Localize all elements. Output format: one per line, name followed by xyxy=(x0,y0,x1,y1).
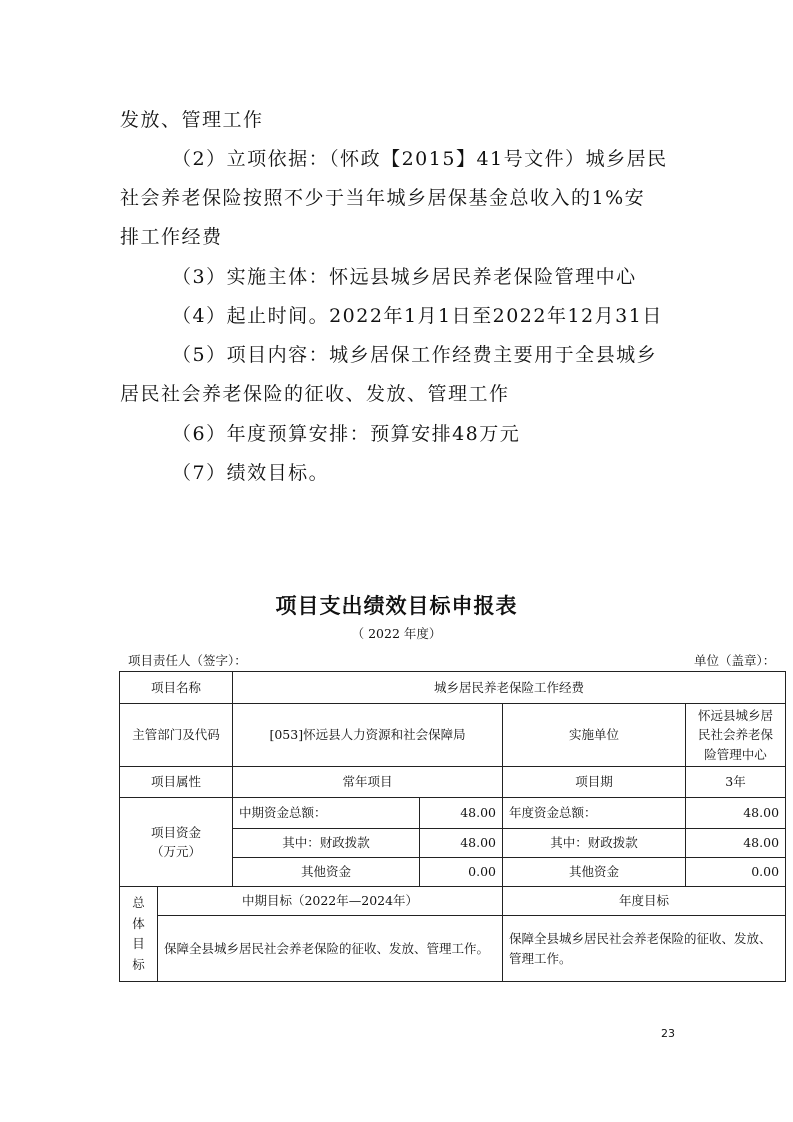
other-annual-label: 其他资金 xyxy=(503,858,686,887)
midterm-goal-header: 中期目标（2022年—2024年） xyxy=(158,887,503,916)
paragraph-line: （6）年度预算安排：预算安排48万元 xyxy=(172,423,521,445)
table-row xyxy=(120,798,786,829)
paragraph-line: （7）绩效目标。 xyxy=(172,462,330,484)
other-mid-value: 0.00 xyxy=(420,858,503,887)
overall-goal-label: 总体目标 xyxy=(120,887,158,982)
fiscal-mid-value: 48.00 xyxy=(420,829,503,858)
table-row xyxy=(120,672,786,704)
midterm-goal-text: 保障全县城乡居民社会养老保险的征收、发放、管理工作。 xyxy=(158,916,503,982)
annual-total-value: 48.00 xyxy=(686,798,786,829)
paragraph-line: 发放、管理工作 xyxy=(120,109,264,131)
table-row xyxy=(120,887,786,916)
paragraph-line: （3）实施主体：怀远县城乡居民养老保险管理中心 xyxy=(172,266,637,288)
midterm-total-value: 48.00 xyxy=(420,798,503,829)
annual-goal-header: 年度目标 xyxy=(503,887,786,916)
project-attr-value: 常年项目 xyxy=(233,767,503,798)
project-period-value: 3年 xyxy=(686,767,786,798)
table-row xyxy=(120,767,786,798)
project-name-label: 项目名称 xyxy=(120,672,233,704)
form-title: 项目支出绩效目标申报表 xyxy=(275,594,518,618)
fiscal-annual-label: 其中：财政拨款 xyxy=(503,829,686,858)
table-row xyxy=(120,916,786,982)
unit-seal-label: 单位（盖章）： xyxy=(694,653,776,668)
project-funds-label: 项目资金（万元） xyxy=(120,798,233,887)
form-year: （ 2022 年度） xyxy=(351,626,442,641)
project-attr-label: 项目属性 xyxy=(120,767,233,798)
project-name-value: 城乡居民养老保险工作经费 xyxy=(233,672,786,704)
paragraph-line: （4）起止时间。2022年1月1日至2022年12月31日 xyxy=(172,305,663,327)
page-number: 23 xyxy=(661,1027,675,1040)
annual-goal-text: 保障全县城乡居民社会养老保险的征收、发放、管理工作。 xyxy=(503,916,786,982)
table-row xyxy=(120,704,786,767)
fiscal-annual-value: 48.00 xyxy=(686,829,786,858)
dept-label: 主管部门及代码 xyxy=(120,704,233,767)
impl-unit-value: 怀远县城乡居民社会养老保险管理中心 xyxy=(686,704,786,767)
impl-unit-label: 实施单位 xyxy=(503,704,686,767)
paragraph-line: 社会养老保险按照不少于当年城乡居保基金总收入的1%安 xyxy=(120,187,646,209)
fiscal-mid-label: 其中：财政拨款 xyxy=(233,829,420,858)
performance-goal-table xyxy=(119,671,786,982)
paragraph-line: （5）项目内容：城乡居保工作经费主要用于全县城乡 xyxy=(172,344,658,366)
project-period-label: 项目期 xyxy=(503,767,686,798)
annual-total-label: 年度资金总额： xyxy=(503,798,686,829)
dept-value: [053]怀远县人力资源和社会保障局 xyxy=(233,704,503,767)
midterm-total-label: 中期资金总额： xyxy=(233,798,420,829)
paragraph-line: （2）立项依据：（怀政【2015】41号文件）城乡居民 xyxy=(172,148,668,170)
paragraph-line: 居民社会养老保险的征收、发放、管理工作 xyxy=(120,383,510,405)
paragraph-line: 排工作经费 xyxy=(120,226,223,248)
responsible-person-label: 项目责任人（签字）： xyxy=(128,653,247,668)
other-annual-value: 0.00 xyxy=(686,858,786,887)
other-mid-label: 其他资金 xyxy=(233,858,420,887)
